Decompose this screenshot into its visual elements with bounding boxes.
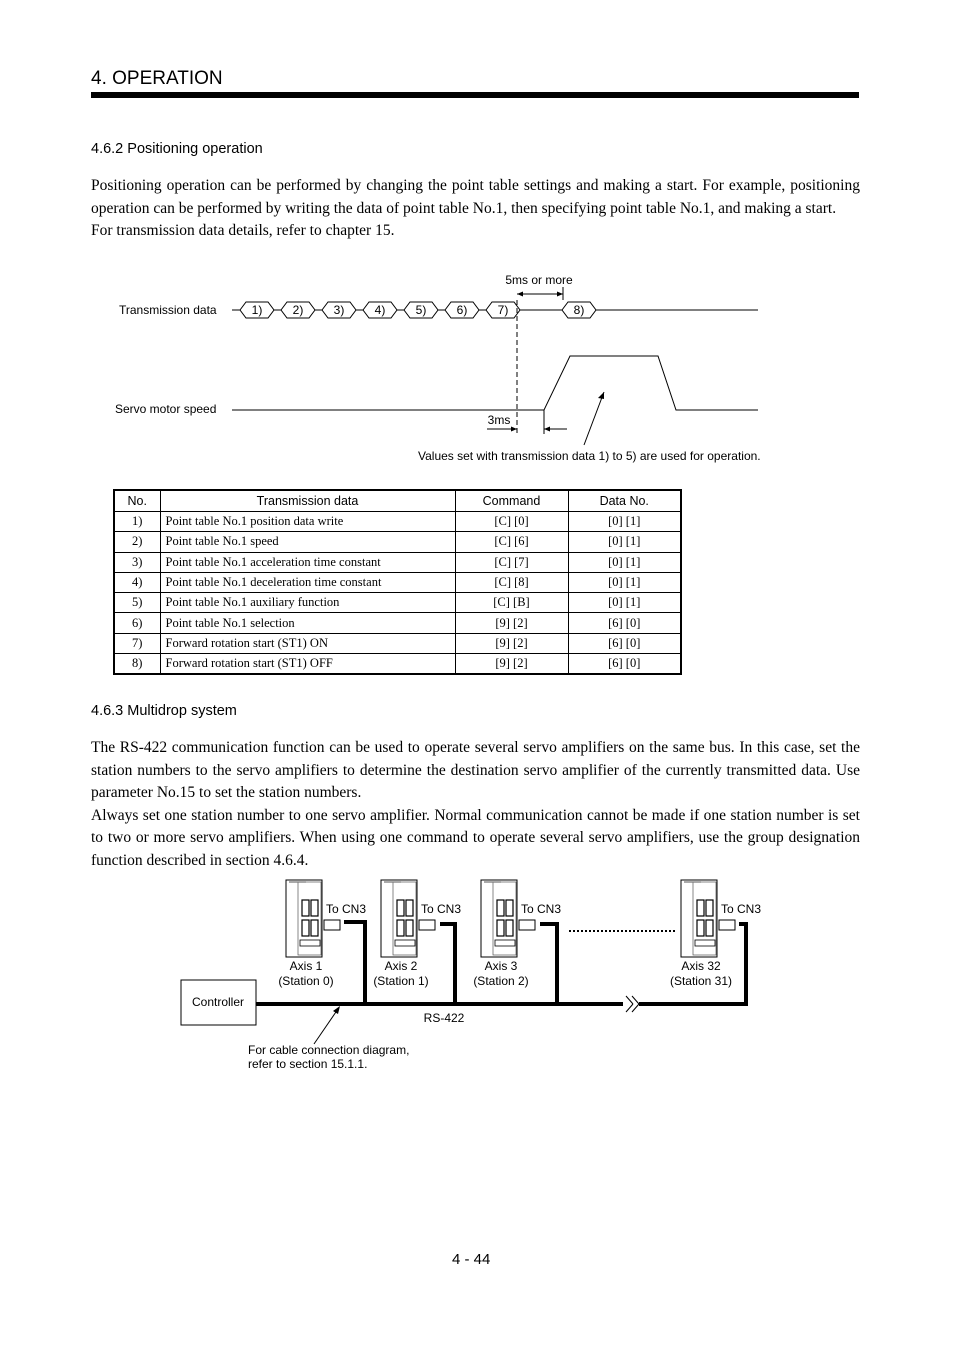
cell-transmission-data: Point table No.1 auxiliary function (160, 593, 455, 613)
cell-command: [9] [2] (455, 654, 568, 675)
cell-data-no: [6] [0] (568, 633, 681, 653)
servo-amplifiers (278, 880, 761, 988)
cn3-plug (419, 920, 435, 930)
cell-data-no: [0] [1] (568, 532, 681, 552)
section-heading-positioning: 4.6.2 Positioning operation (91, 141, 263, 157)
header-command: Command (455, 490, 568, 512)
cable-note-leader (314, 1009, 338, 1044)
connector-cn1b (311, 900, 318, 916)
packet-label: 7) (497, 303, 509, 317)
packet-label: 8) (573, 303, 585, 317)
cell-transmission-data: Forward rotation start (ST1) ON (160, 633, 455, 653)
connector-cn1a (697, 900, 704, 916)
station-label: (Station 0) (278, 974, 334, 988)
packet-label: 6) (456, 303, 468, 317)
cell-data-no: [0] [1] (568, 552, 681, 572)
controller-label: Controller (191, 995, 245, 1009)
header-transmission-data: Transmission data (160, 490, 455, 512)
station-label: (Station 1) (373, 974, 429, 988)
servo-speed-label: Servo motor speed (115, 402, 217, 416)
terminal-block (495, 940, 515, 946)
rs422-label: RS-422 (423, 1011, 465, 1025)
connector-cn1a (302, 900, 309, 916)
cable-note-arrowhead (333, 1006, 340, 1014)
cell-command: [C] [0] (455, 512, 568, 532)
page-number: 4 - 44 (452, 1251, 491, 1268)
cell-no: 3) (114, 552, 160, 572)
packet-label: 3) (333, 303, 345, 317)
connector-cn3 (311, 920, 318, 936)
transmission-data-label: Transmission data (119, 303, 217, 317)
connector-cn1a (497, 900, 504, 916)
axis-label: Axis 1 (289, 959, 323, 973)
to-cn3-label: To CN3 (326, 902, 367, 916)
cell-command: [C] [7] (455, 552, 568, 572)
multidrop-paragraph-1: The RS-422 communication function can be used to operate several servo amplifiers on the same bus. In this case, set the station numbers to the servo amplifiers to determine the destination servo amplifier of the currently transmitted data. Use parameter No.15 to set the station numbers. (91, 739, 860, 801)
cell-command: [C] [6] (455, 532, 568, 552)
packet-label: 2) (292, 303, 304, 317)
cell-transmission-data: Point table No.1 speed (160, 532, 455, 552)
cell-no: 1) (114, 512, 160, 532)
connector-cn1b (706, 900, 713, 916)
terminal-block (395, 940, 415, 946)
cell-no: 4) (114, 572, 160, 592)
operation-note: Values set with transmission data 1) to 5) are used for operation. (418, 449, 761, 463)
cell-command: [C] [B] (455, 593, 568, 613)
cell-data-no: [6] [0] (568, 613, 681, 633)
cell-no: 2) (114, 532, 160, 552)
cell-no: 6) (114, 613, 160, 633)
terminal-block (695, 940, 715, 946)
connector-cn3 (706, 920, 713, 936)
connector-cn3 (506, 920, 513, 936)
axis-label: Axis 2 (384, 959, 418, 973)
cell-command: [C] [8] (455, 572, 568, 592)
servo-amplifier (278, 880, 366, 988)
positioning-paragraph-2: For transmission data details, refer to chapter 15. (91, 222, 395, 239)
cell-data-no: [6] [0] (568, 654, 681, 675)
cable-note-line-2: refer to section 15.1.1. (248, 1057, 368, 1071)
cn3-plug (719, 920, 735, 930)
cell-transmission-data: Point table No.1 position data write (160, 512, 455, 532)
packet-label: 1) (251, 303, 263, 317)
delay-label: 3ms (487, 413, 511, 427)
connector-cn2 (497, 920, 504, 936)
cell-data-no: [0] [1] (568, 572, 681, 592)
to-cn3-label: To CN3 (721, 902, 762, 916)
connector-cn2 (397, 920, 404, 936)
cn3-plug (324, 920, 340, 930)
cell-data-no: [0] [1] (568, 593, 681, 613)
axis-label: Axis 32 (681, 959, 721, 973)
connector-cn2 (697, 920, 704, 936)
cell-no: 5) (114, 593, 160, 613)
cell-data-no: [0] [1] (568, 512, 681, 532)
header-data-no: Data No. (568, 490, 681, 512)
cell-command: [9] [2] (455, 613, 568, 633)
bus-break-mark (626, 996, 639, 1012)
station-label: (Station 31) (669, 974, 733, 988)
cell-transmission-data: Point table No.1 deceleration time constant (160, 572, 455, 592)
cable-note-line-1: For cable connection diagram, (248, 1043, 410, 1057)
servo-amplifier (473, 880, 561, 988)
section-heading-multidrop: 4.6.3 Multidrop system (91, 703, 237, 719)
axis-label: Axis 3 (484, 959, 518, 973)
to-cn3-label: To CN3 (421, 902, 462, 916)
cell-transmission-data: Forward rotation start (ST1) OFF (160, 654, 455, 675)
cn3-plug (519, 920, 535, 930)
cell-command: [9] [2] (455, 633, 568, 653)
connector-cn2 (302, 920, 309, 936)
header-no: No. (114, 490, 160, 512)
cell-no: 8) (114, 654, 160, 675)
to-cn3-label: To CN3 (521, 902, 562, 916)
packet-label: 4) (374, 303, 386, 317)
packet-label: 5) (415, 303, 427, 317)
chapter-title: 4. OPERATION (91, 68, 223, 89)
connector-cn3 (406, 920, 413, 936)
connector-cn1a (397, 900, 404, 916)
multidrop-paragraph-2: Always set one station number to one servo amplifier. Normal communication cannot be made if one station number is set to two or more servo amplifiers. When using one command to operate several servo amplifiers, use the group designation function described in section 4.6.4. (91, 806, 860, 869)
servo-amplifier (373, 880, 461, 988)
gap-label: 5ms or more (505, 273, 573, 287)
positioning-paragraph-1: Positioning operation can be performed by changing the point table settings and making a start. For example, positioning operation can be performed by writing the data of point table No.1, then specifying point table No.1, and making a start. (91, 177, 860, 217)
cell-transmission-data: Point table No.1 selection (160, 613, 455, 633)
cell-transmission-data: Point table No.1 acceleration time constant (160, 552, 455, 572)
connector-cn1b (506, 900, 513, 916)
station-label: (Station 2) (473, 974, 529, 988)
cell-no: 7) (114, 633, 160, 653)
terminal-block (300, 940, 320, 946)
connector-cn1b (406, 900, 413, 916)
